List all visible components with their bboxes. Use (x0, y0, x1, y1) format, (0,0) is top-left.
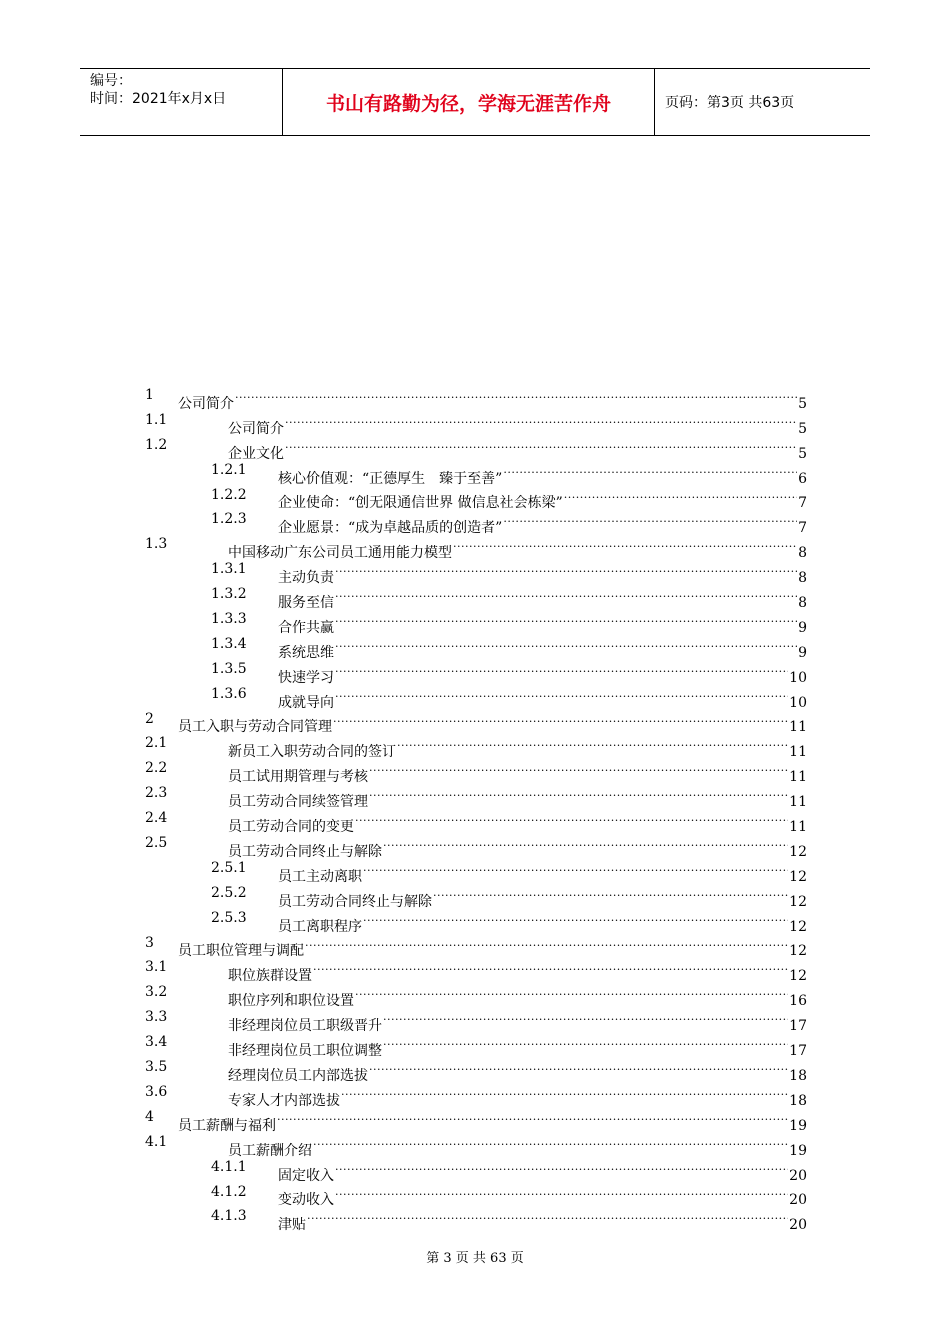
toc-entry-title: 快速学习 (278, 669, 334, 686)
toc-entry[interactable] (145, 1005, 807, 1035)
toc-dot-leader (285, 433, 797, 458)
toc-entry-number: 3.2 (145, 984, 168, 1001)
toc-entry-title: 员工职位管理与调配 (178, 943, 304, 960)
toc-entry-title: 经理岗位员工内部选拔 (228, 1067, 368, 1084)
toc-entry[interactable] (145, 433, 807, 462)
toc-entry-page: 10 (789, 694, 807, 711)
toc-entry[interactable] (145, 507, 807, 537)
toc-entry-page: 9 (798, 619, 807, 636)
toc-entry-number: 1.3.4 (211, 635, 247, 652)
toc-dot-leader (383, 1005, 788, 1030)
toc-entry-title: 合作共赢 (278, 619, 334, 636)
toc-entry[interactable] (145, 1130, 807, 1159)
toc-dot-leader (363, 906, 788, 931)
toc-entry-number: 2.5.1 (211, 859, 247, 876)
toc-dot-leader (369, 756, 788, 781)
toc-entry-line (278, 1204, 807, 1238)
toc-dot-leader (355, 980, 788, 1005)
toc-entry[interactable] (145, 532, 807, 562)
toc-entry[interactable] (145, 931, 807, 960)
toc-entry-page: 17 (789, 1018, 807, 1035)
toc-entry-page: 8 (798, 570, 807, 587)
toc-entry[interactable] (145, 1155, 807, 1184)
toc-entry-page: 12 (789, 868, 807, 885)
toc-entry-number: 2.3 (145, 785, 168, 802)
toc-entry-number: 4.1.1 (211, 1158, 247, 1175)
toc-dot-leader (433, 881, 788, 906)
toc-entry-page: 11 (789, 769, 807, 786)
toc-entry-title: 成就导向 (278, 694, 334, 711)
toc-entry-title: 企业愿景：“成为卓越品质的创造者” (278, 520, 503, 537)
toc-entry-page: 18 (789, 1067, 807, 1084)
toc-entry-number: 4.1.3 (211, 1208, 247, 1225)
toc-entry-title: 津贴 (278, 1217, 306, 1234)
toc-entry-title: 员工离职程序 (278, 918, 362, 935)
toc-entry-page: 11 (789, 794, 807, 811)
toc-entry[interactable] (145, 707, 807, 736)
toc-dot-leader (335, 1180, 788, 1205)
toc-entry-page: 16 (789, 993, 807, 1010)
toc-entry[interactable] (145, 756, 807, 786)
toc-dot-leader (305, 931, 788, 956)
toc-entry-number: 1.2.3 (211, 511, 247, 528)
toc-entry-title: 员工劳动合同终止与解除 (278, 893, 432, 910)
toc-entry-page: 5 (798, 445, 807, 462)
toc-dot-leader (285, 408, 797, 433)
document-number-label: 编号： (90, 73, 132, 89)
toc-entry-number: 3.1 (145, 959, 168, 976)
toc-dot-leader (383, 831, 788, 856)
toc-entry[interactable] (145, 1030, 807, 1060)
toc-entry-page: 19 (789, 1117, 807, 1134)
toc-entry-page: 11 (789, 819, 807, 836)
toc-entry-number: 4.1.2 (211, 1183, 247, 1200)
toc-entry-page: 12 (789, 918, 807, 935)
toc-entry-page: 11 (789, 744, 807, 761)
toc-entry-number: 3.5 (145, 1059, 168, 1076)
toc-dot-leader (235, 383, 797, 408)
toc-entry[interactable] (145, 906, 807, 935)
toc-entry-title: 非经理岗位员工职级晋升 (228, 1018, 382, 1035)
toc-entry[interactable] (145, 806, 807, 836)
toc-entry[interactable] (145, 955, 807, 985)
toc-entry-title: 系统思维 (278, 644, 334, 661)
toc-entry-number: 2.5 (145, 835, 168, 852)
toc-dot-leader (383, 1030, 788, 1055)
toc-entry[interactable] (145, 632, 807, 661)
toc-entry-page: 12 (789, 893, 807, 910)
page-header (80, 68, 870, 136)
toc-entry[interactable] (145, 881, 807, 910)
toc-entry-page: 8 (798, 595, 807, 612)
toc-entry-number: 2.2 (145, 760, 168, 777)
toc-entry-number: 2.5.3 (211, 909, 247, 926)
toc-dot-leader (333, 707, 788, 732)
toc-entry-title: 变动收入 (278, 1192, 334, 1209)
header-page-info: 页码：第3页 共63页 (665, 95, 795, 111)
toc-entry-page: 10 (789, 669, 807, 686)
toc-entry-title: 公司简介 (228, 420, 284, 437)
toc-entry-page: 5 (798, 420, 807, 437)
toc-entry-number: 1.2.2 (211, 486, 247, 503)
toc-entry-number: 2.4 (145, 810, 168, 827)
toc-entry[interactable] (145, 458, 807, 487)
toc-dot-leader (335, 657, 788, 682)
toc-dot-leader (335, 1155, 788, 1180)
toc-entry[interactable] (145, 1180, 807, 1209)
toc-entry-page: 12 (789, 968, 807, 985)
toc-entry[interactable] (145, 607, 807, 636)
toc-entry-number: 2 (145, 710, 154, 727)
toc-dot-leader (369, 1055, 788, 1080)
toc-entry-title: 主动负责 (278, 570, 334, 587)
toc-entry-title: 核心价值观：“正德厚生 臻于至善” (278, 470, 503, 487)
toc-entry-title: 员工主动离职 (278, 868, 362, 885)
toc-entry-page: 17 (789, 1043, 807, 1060)
toc-entry[interactable] (145, 582, 807, 612)
toc-entry-page: 20 (789, 1217, 807, 1234)
toc-entry-title: 员工薪酬与福利 (178, 1117, 276, 1134)
toc-entry[interactable] (145, 383, 807, 412)
header-left-cell (80, 69, 282, 135)
toc-dot-leader (397, 731, 788, 756)
toc-entry-title: 员工试用期管理与考核 (228, 769, 368, 786)
toc-entry-number: 1.1 (145, 411, 168, 428)
toc-dot-leader (355, 806, 788, 831)
toc-entry-number: 1.3.6 (211, 685, 247, 702)
toc-dot-leader (307, 1204, 788, 1229)
toc-entry-page: 7 (798, 495, 807, 512)
toc-dot-leader (313, 955, 788, 980)
toc-dot-leader (313, 1130, 788, 1155)
toc-entry[interactable] (145, 483, 807, 512)
toc-entry-number: 4.1 (145, 1133, 168, 1150)
toc-entry-title: 中国移动广东公司员工通用能力模型 (228, 545, 452, 562)
toc-dot-leader (335, 582, 797, 607)
toc-entry-title: 员工劳动合同续签管理 (228, 794, 368, 811)
document-time-label: 时间：2021年x月x日 (90, 91, 227, 107)
toc-entry-page: 20 (789, 1192, 807, 1209)
toc-entry[interactable] (145, 856, 807, 885)
toc-entry-number: 1.3.2 (211, 586, 247, 603)
toc-entry-page: 12 (789, 843, 807, 860)
toc-entry[interactable] (145, 831, 807, 860)
toc-entry-number: 2.1 (145, 735, 168, 752)
toc-entry-title: 职位序列和职位设置 (228, 993, 354, 1010)
toc-entry-title: 固定收入 (278, 1167, 334, 1184)
toc-entry-title: 员工入职与劳动合同管理 (178, 719, 332, 736)
toc-entry-title: 服务至信 (278, 595, 334, 612)
toc-entry[interactable] (145, 557, 807, 587)
toc-entry-page: 19 (789, 1142, 807, 1159)
toc-entry-page: 20 (789, 1167, 807, 1184)
toc-entry-page: 8 (798, 545, 807, 562)
toc-dot-leader (335, 632, 797, 657)
toc-entry-number: 3.4 (145, 1034, 168, 1051)
toc-dot-leader (335, 682, 788, 707)
toc-entry-number: 1.3.3 (211, 611, 247, 628)
toc-dot-leader (564, 483, 797, 508)
toc-entry-title: 专家人才内部选拔 (228, 1092, 340, 1109)
toc-entry[interactable] (145, 980, 807, 1010)
toc-entry-title: 员工劳动合同的变更 (228, 819, 354, 836)
toc-entry-number: 1.3.1 (211, 561, 247, 578)
toc-entry-page: 5 (798, 395, 807, 412)
toc-entry[interactable] (145, 408, 807, 437)
toc-entry-number: 1 (145, 387, 154, 403)
toc-entry-title: 员工薪酬介绍 (228, 1142, 312, 1159)
toc-dot-leader (453, 532, 797, 557)
toc-entry-page: 12 (789, 943, 807, 960)
toc-entry-page: 6 (798, 470, 807, 487)
toc-dot-leader (277, 1105, 788, 1130)
page-footer: 第 3 页 共 63 页 (426, 1251, 524, 1266)
toc-entry-title: 企业文化 (228, 445, 284, 462)
header-slogan: 书山有路勤为径，学海无涯苦作舟 (282, 69, 655, 135)
toc-entry-page: 7 (798, 520, 807, 537)
toc-dot-leader (341, 1080, 788, 1105)
toc-entry-number: 1.2.1 (211, 461, 247, 478)
toc-dot-leader (335, 607, 797, 632)
toc-entry-title: 公司简介 (178, 395, 234, 412)
toc-entry-title: 企业使命：“创无限通信世界 做信息社会栋梁” (278, 495, 563, 512)
toc-entry-number: 1.3 (145, 536, 168, 553)
toc-entry[interactable] (145, 781, 807, 811)
toc-entry[interactable] (145, 1204, 807, 1234)
toc-entry-page: 18 (789, 1092, 807, 1109)
toc-entry[interactable] (145, 1080, 807, 1109)
toc-entry-number: 3 (145, 934, 154, 951)
toc-entry-page: 9 (798, 644, 807, 661)
toc-entry[interactable] (145, 731, 807, 761)
toc-entry-title: 新员工入职劳动合同的签订 (228, 744, 396, 761)
toc-entry-number: 2.5.2 (211, 884, 247, 901)
toc-dot-leader (335, 557, 797, 582)
table-of-contents (145, 383, 807, 1234)
toc-entry[interactable] (145, 657, 807, 686)
toc-dot-leader (503, 458, 797, 483)
toc-entry-number: 1.3.5 (211, 660, 247, 677)
toc-entry-number: 1.2 (145, 436, 168, 453)
toc-entry-title: 员工劳动合同终止与解除 (228, 843, 382, 860)
toc-entry-title: 职位族群设置 (228, 968, 312, 985)
toc-entry-number: 3.6 (145, 1083, 168, 1100)
toc-entry-number: 3.3 (145, 1009, 168, 1026)
toc-dot-leader (363, 856, 788, 881)
toc-entry[interactable] (145, 682, 807, 711)
toc-entry[interactable] (145, 1055, 807, 1084)
toc-dot-leader (503, 507, 797, 532)
toc-dot-leader (369, 781, 788, 806)
toc-entry-title: 非经理岗位员工职位调整 (228, 1043, 382, 1060)
toc-entry[interactable] (145, 1105, 807, 1134)
toc-entry-page: 11 (789, 719, 807, 736)
toc-entry-number: 4 (145, 1108, 154, 1125)
